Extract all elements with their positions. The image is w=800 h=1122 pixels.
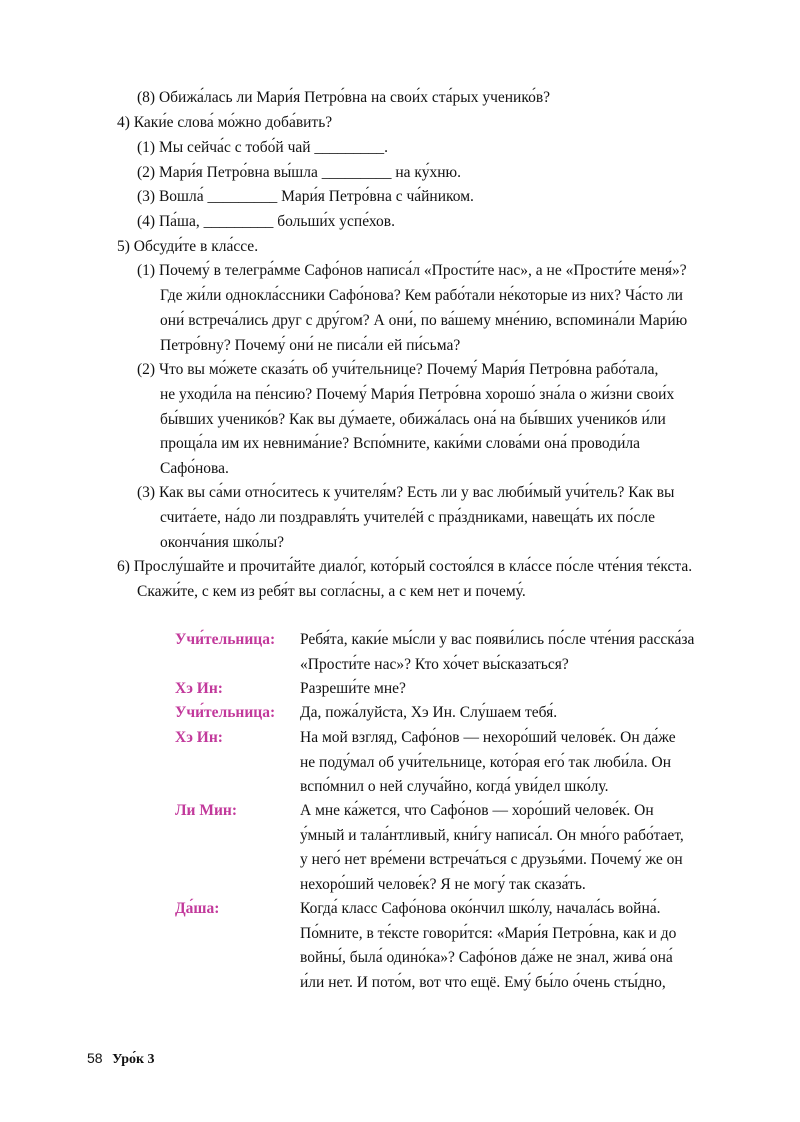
speaker-label: Хэ Ин: [175,680,223,697]
speech-line: Да, пожа́луйста, Хэ Ин. Слу́шаем тебя́. [300,704,558,721]
exercise-6-heading-line-2: Скажи́те, с кем из ребя́т вы согла́сны, а с кем нет и почему́. [137,583,526,600]
speaker-label: Учи́тельница: [175,631,276,648]
exercise-4-item-1: (1) Мы сейча́с с тобо́й чай _________. [137,139,389,156]
speaker-label: Учи́тельница: [175,704,276,721]
exercise-5-item-1-line-2: Где жи́ли однокла́ссники Сафо́нова? Кем рабо́тали не́которые из них? Ча́сто ли [160,287,683,304]
speech-text [300,701,557,726]
page-footer [87,1049,155,1069]
speech-line: Разреши́те мне? [300,680,406,697]
exercise-5-item-1-line-3: они́ встреча́лись друг с дру́гом? А они́, по ва́шему мне́нию, вспомина́ли Мари́ю [160,312,688,329]
speech-line: у́мный и тала́нтливый, кни́гу написа́л. Он мно́го рабо́тает, [300,826,684,844]
lesson-label: Уро́к 3 [112,1052,155,1067]
speech-line: нехоро́ший челове́к? Я не могу́ так сказа́ть. [300,875,586,893]
exercise-4-item-2: (2) Мари́я Петро́вна вы́шла _________ на ку́хню. [137,164,461,181]
exercise-5-item-3-line-1: (3) Как вы са́ми отно́ситесь к учителя́м? Есть ли у вас люби́мый учи́тель? Как вы [137,484,675,501]
speech-text [300,799,684,897]
exercise-6-heading-line-1: 6) Прослу́шайте и прочита́йте диало́г, кото́рый состоя́лся в кла́ссе по́сле чте́ния те́кста. [117,558,693,575]
exercise-5-item-3-line-3: оконча́ния шко́лы? [160,534,285,551]
exercise-5-item-1-line-4: Петро́вну? Почему́ они́ не писа́ли ей пи́сьма? [160,337,461,354]
speech-line: «Прости́те нас»? Кто хо́чет вы́сказаться? [300,655,569,673]
exercise-4-item-3: (3) Вошла́ _________ Мари́я Петро́вна с ча́йником. [137,188,474,205]
exercise-5-item-3-line-2: счита́ете, на́до ли поздравля́ть учителе́й с пра́здниками, навеща́ть их по́сле [160,509,656,526]
speaker-label: Хэ Ин: [175,729,223,746]
exercise-4-item-4: (4) Па́ша, _________ больши́х успе́хов. [137,213,396,230]
exercise-4-heading: 4) Каки́е слова́ мо́жно доба́вить? [117,114,333,131]
exercise-5-item-1-line-1: (1) Почему́ в телегра́мме Сафо́нов написа́л «Прости́те нас», а не «Прости́те меня́»? [137,262,687,279]
speaker-label: Ли Мин: [175,802,238,819]
speech-line: у него́ нет вре́мени встреча́ться с друзья́ми. Почему́ же он [300,851,683,868]
exercise-5-item-2-line-2: не уходи́ла на пе́нсию? Почему́ Мари́я Петро́вна хорошо́ зна́ла о жи́зни свои́х [160,386,675,403]
speech-line: А мне ка́жется, что Сафо́нов — хоро́ший челове́к. Он [300,802,654,819]
exercise-5-item-2-line-4: проща́ла им их невнима́ние? Вспо́мните, каки́ми слова́ми она́ проводи́ла [160,435,641,452]
exercise-5-heading: 5) Обсуди́те в кла́ссе. [117,238,259,255]
exercise-5-item-2-line-5: Сафо́нова. [160,460,229,477]
speech-line: не поду́мал об учи́тельнице, кото́рая его́ так люби́ла. Он [300,753,672,771]
speech-text [300,897,676,995]
speech-line: Когда́ класс Сафо́нова око́нчил шко́лу, начала́сь война́. [300,900,661,917]
speaker-label: Да́ша: [175,900,220,917]
speech-line: Ребя́та, каки́е мы́сли у вас появи́лись по́сле чте́ния расска́за [300,631,695,648]
exercise-5-item-2-line-1: (2) Что вы мо́жете сказа́ть об учи́тельнице? Почему́ Мари́я Петро́вна рабо́тала, [137,361,659,378]
speech-text [300,628,694,677]
speech-line: По́мните, в те́ксте говори́тся: «Мари́я Петро́вна, как и до [300,924,677,942]
question-4-8: (8) Обижа́лась ли Мари́я Петро́вна на свои́х ста́рых ученико́в? [137,89,551,106]
exercise-5-item-2-line-3: бы́вших ученико́в? Как вы ду́маете, обижа́лась она́ на бы́вших ученико́в и́ли [160,411,666,428]
speech-line: войны́, была́ одино́ка»? Сафо́нов да́же не знал, жива́ она́ [300,949,673,966]
speech-text [300,677,406,702]
speech-line: вспо́мнил о ней случа́йно, когда́ уви́дел шко́лу. [300,778,609,795]
speech-text [300,726,676,800]
page-number: 58 [87,1050,103,1066]
speech-line: На мой взгляд, Сафо́нов — нехоро́ший челове́к. Он да́же [300,729,676,746]
speech-line: и́ли нет. И пото́м, вот что ещё. Ему́ бы́ло о́чень сты́дно, [300,973,666,991]
